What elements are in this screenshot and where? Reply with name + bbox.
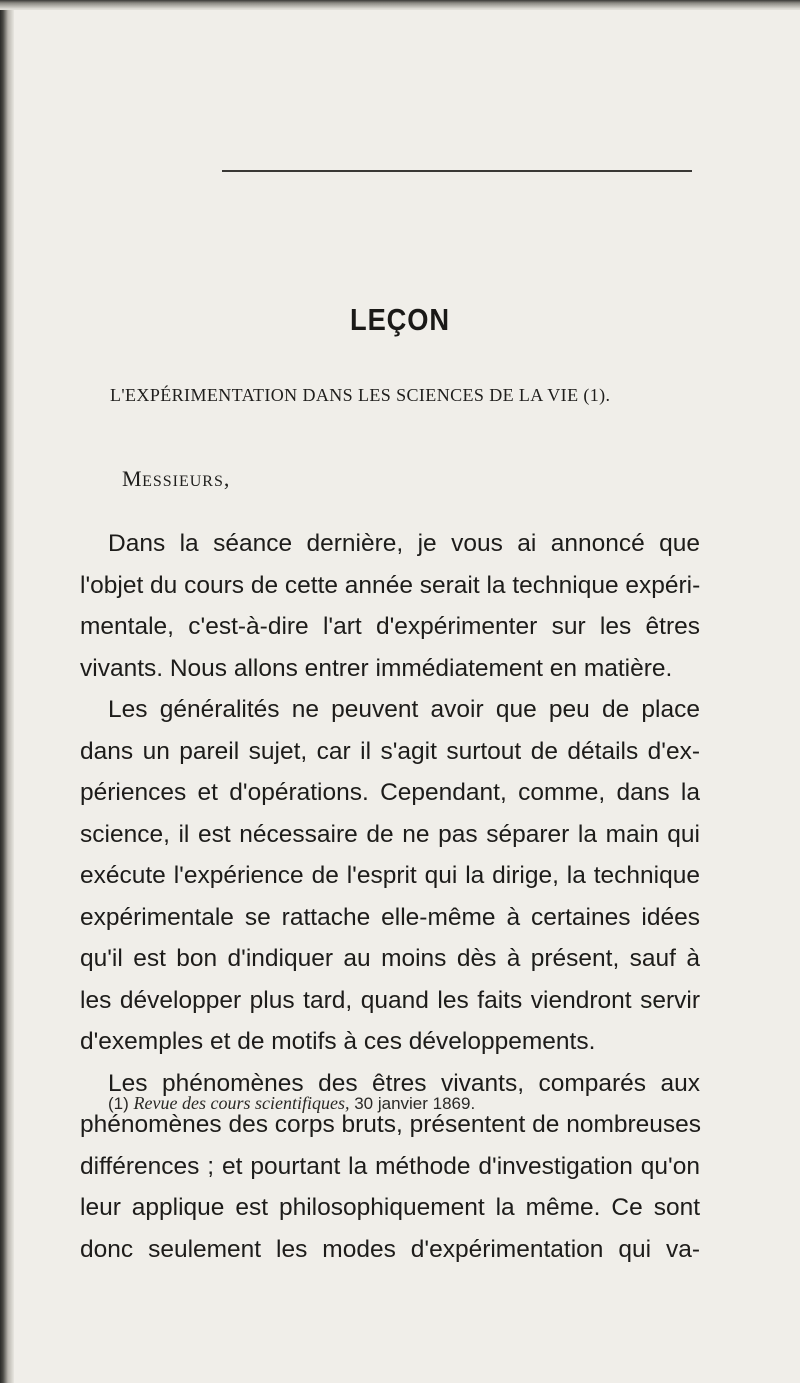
- body-line: qu'il est bon d'indiquer au moins dès à présent, sauf à: [80, 945, 700, 972]
- body-text: [80, 523, 700, 1270]
- body-line: phénomènes des corps bruts, présentent de nombreuses: [80, 1111, 702, 1138]
- salutation-rest: ESSIEURS: [142, 473, 224, 490]
- salutation: [122, 466, 230, 492]
- salutation-initial: M: [122, 466, 143, 491]
- body-line: exécute l'expérience de l'esprit qui la dirige, la technique: [80, 862, 700, 889]
- body-line: vivants. Nous allons entrer immédiatement en matière.: [80, 654, 673, 682]
- footnote-source: Revue des cours scientifiques,: [133, 1093, 350, 1113]
- body-line: donc seulement les modes d'expérimentation qui va-: [80, 1235, 700, 1263]
- body-line: dans un pareil sujet, car il s'agit surtout de détails d'ex-: [80, 737, 700, 765]
- footnote-date: 30 janvier 1869.: [354, 1094, 476, 1113]
- body-line: Dans la séance dernière, je vous ai annoncé que: [108, 530, 700, 557]
- footnote: [108, 1093, 475, 1114]
- page-top-edge: [0, 0, 800, 10]
- footnote-marker: (1): [108, 1094, 129, 1113]
- body-line: d'exemples et de motifs à ces développements.: [80, 1028, 596, 1055]
- body-line: expérimentale se rattache elle-même à certaines idées: [80, 903, 700, 931]
- body-line: Les phénomènes des êtres vivants, comparés aux: [108, 1069, 700, 1097]
- body-line: différences ; et pourtant la méthode d'investigation qu'on: [80, 1152, 700, 1180]
- body-line: les développer plus tard, quand les faits viendront servir: [80, 986, 700, 1014]
- body-line: Les généralités ne peuvent avoir que peu de place: [108, 696, 700, 723]
- lesson-subtitle: L'EXPÉRIMENTATION DANS LES SCIENCES DE LA VIE (1).: [110, 385, 611, 405]
- body-line: l'objet du cours de cette année serait la technique expéri-: [80, 571, 701, 599]
- body-line: science, il est nécessaire de ne pas séparer la main qui: [80, 820, 700, 848]
- header-rule: [222, 170, 692, 172]
- body-line: périences et d'opérations. Cependant, comme, dans la: [80, 779, 700, 806]
- salutation-punct: ,: [223, 466, 230, 491]
- lesson-title: LEÇON: [350, 302, 450, 337]
- body-line: mentale, c'est-à-dire l'art d'expérimenter sur les êtres: [80, 613, 700, 640]
- page-binding-edge: [0, 0, 14, 1383]
- body-line: leur applique est philosophiquement la même. Ce sont: [80, 1194, 700, 1221]
